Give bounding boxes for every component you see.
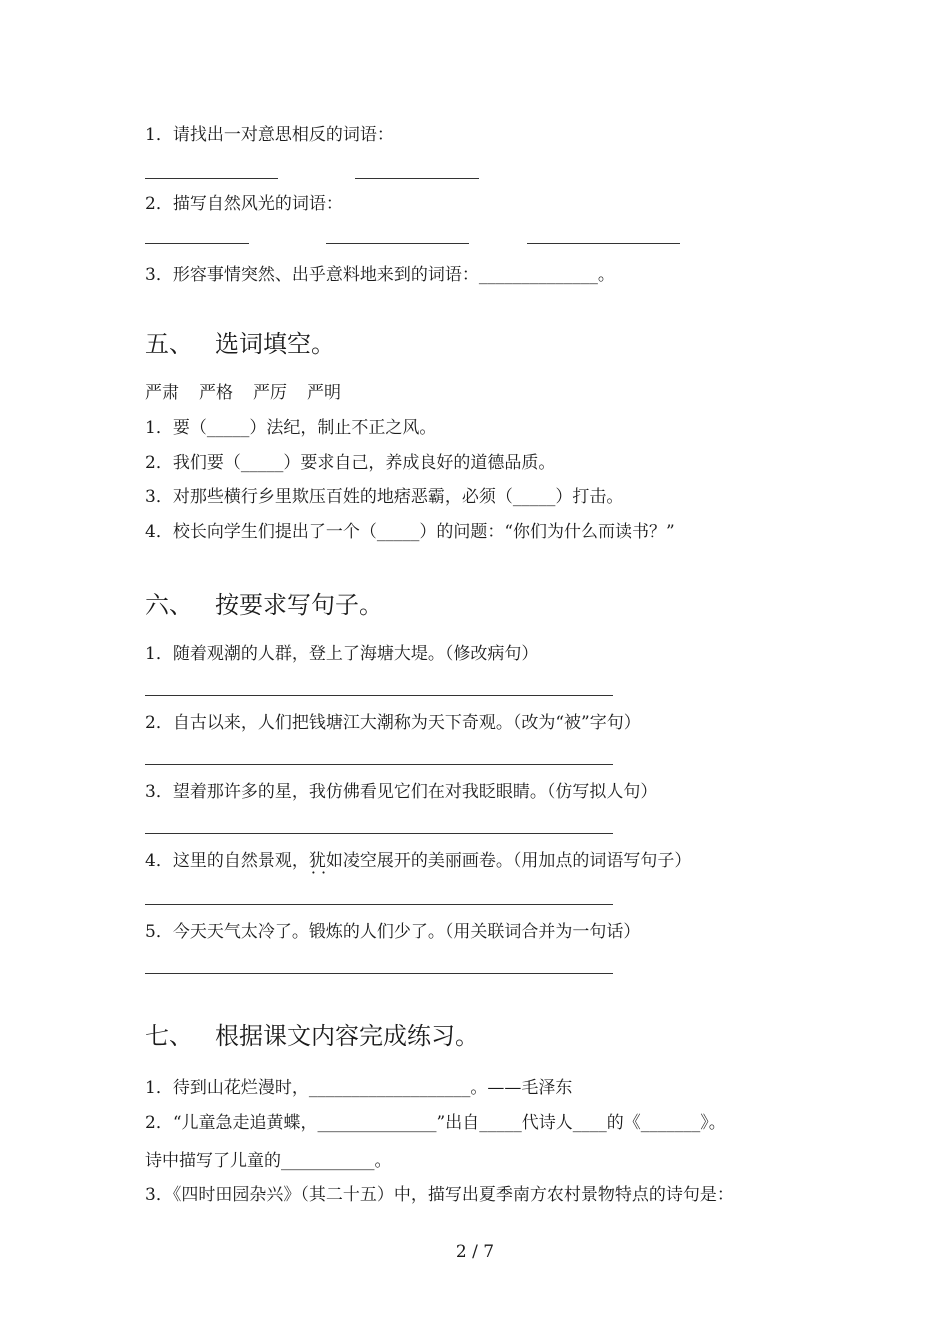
word-bank [145,382,361,404]
s6-item-4 [145,850,691,872]
s6-item-3: 3．望着那许多的星，我仿佛看见它们在对我眨眼睛。（仿写拟人句） [145,782,658,802]
word-option: 严肃 [145,383,179,403]
s7-question-3: 3．《四时田园杂兴》（其二十五）中，描写出夏季南方农村景物特点的诗句是： [145,1185,734,1205]
s7-question-2-cont: 诗中描写了儿童的___________。 [145,1151,392,1171]
s5-item-4: 4．校长向学生们提出了一个（_____）的问题：“你们为什么而读书？” [145,522,675,542]
section-title: 按要求写句子。 [215,591,383,619]
page-number: 2 / 7 [455,1242,495,1262]
s5-item-2: 2．我们要（_____）要求自己，养成良好的道德品质。 [145,453,556,473]
answer-line[interactable] [145,695,613,696]
answer-line[interactable] [145,764,613,765]
answer-line[interactable] [145,833,613,834]
s4-question-3: 3．形容事情突然、出乎意料地来到的词语：______________。 [145,265,615,285]
answer-line[interactable] [145,178,278,179]
section-title: 根据课文内容完成练习。 [215,1022,479,1050]
section-5-heading [145,329,335,359]
s7-question-1: 1．待到山花烂漫时，___________________。——毛泽东 [145,1078,573,1098]
section-7-heading [145,1021,479,1051]
answer-line[interactable] [355,178,479,179]
s6-item-1: 1．随着观潮的人群，登上了海塘大堤。（修改病句） [145,644,539,664]
item-text: 4．这里的自然景观， [145,851,309,871]
item-text: 凌空展开的美丽画卷。（用加点的词语写句子） [342,851,692,871]
word-option: 严明 [307,383,341,403]
section-number: 六、 [145,591,193,619]
s4-question-2: 2．描写自然风光的词语： [145,194,343,214]
s6-item-2: 2．自古以来，人们把钱塘江大潮称为天下奇观。（改为“被”字句） [145,713,641,733]
s7-question-2: 2．“儿童急走追黄蝶，______________”出自_____代诗人____的《_______》。 [145,1113,726,1133]
answer-line[interactable] [527,243,680,244]
s6-item-5: 5．今天天气太冷了。锻炼的人们少了。（用关联词合并为一句话） [145,922,641,942]
answer-line[interactable] [326,243,469,244]
answer-line[interactable] [145,973,613,974]
dotted-word: 犹如 · · [309,850,343,872]
section-6-heading [145,590,383,620]
s5-item-1: 1．要（_____）法纪，制止不正之风。 [145,418,437,438]
s4-question-1: 1．请找出一对意思相反的词语： [145,125,394,145]
word-option: 严格 [199,383,233,403]
answer-line[interactable] [145,904,613,905]
s5-item-3: 3．对那些横行乡里欺压百姓的地痞恶霸，必须（_____）打击。 [145,487,624,507]
answer-line[interactable] [145,243,249,244]
section-title: 选词填空。 [215,330,335,358]
section-number: 五、 [145,330,193,358]
section-number: 七、 [145,1022,193,1050]
word-option: 严厉 [253,383,287,403]
